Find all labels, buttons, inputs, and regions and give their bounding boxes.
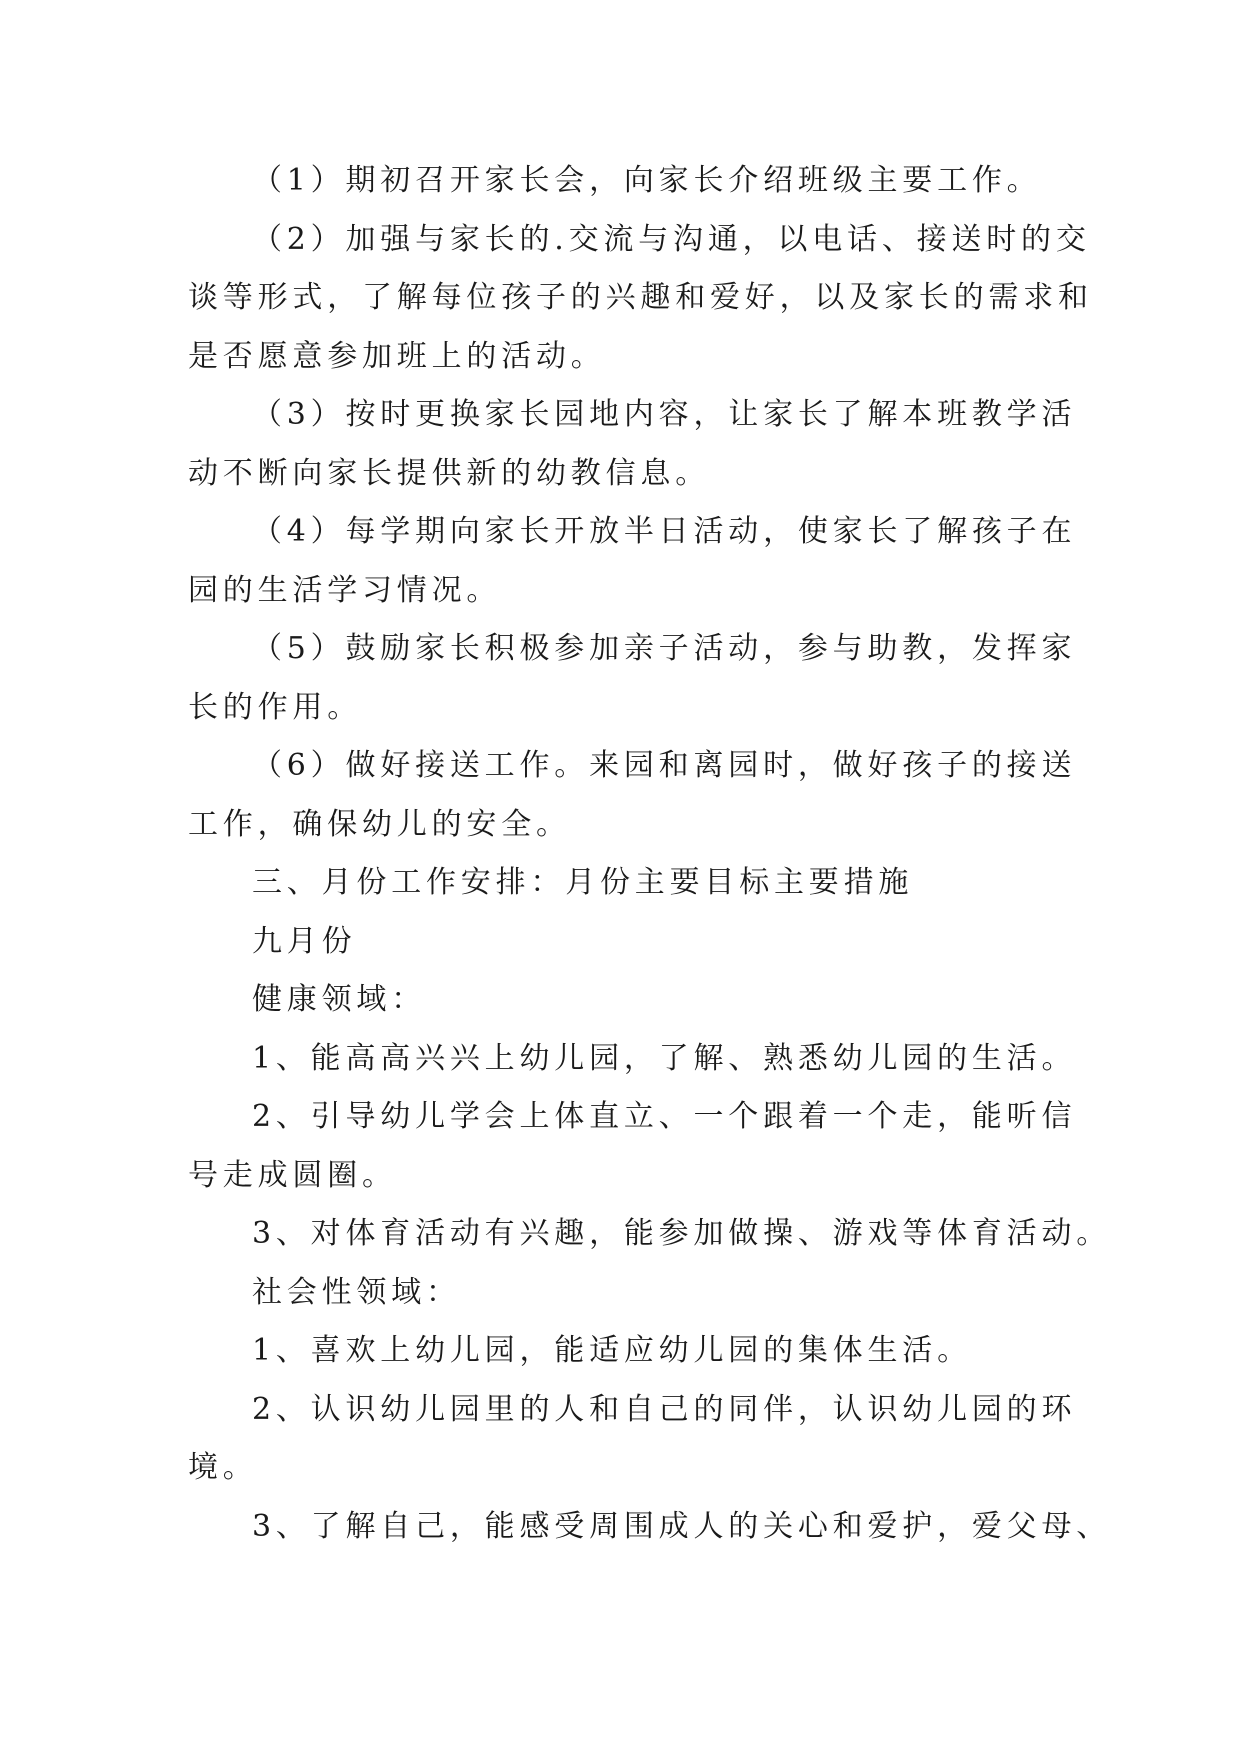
paragraph-line: 2、引导幼儿学会上体直立、一个跟着一个走，能听信 (252, 1099, 1077, 1134)
paragraph-line: 境。 (188, 1450, 258, 1485)
paragraph-line: （2）加强与家长的.交流与沟通，以电话、接送时的交 (252, 221, 1091, 257)
section-heading: 三、月份工作安排：月份主要目标主要措施 (252, 865, 914, 900)
paragraph-line: （5）鼓励家长积极参加亲子活动，参与助教，发挥家 (252, 631, 1077, 666)
paragraph-line: 谈等形式，了解每位孩子的兴趣和爱好，以及家长的需求和 (188, 280, 1093, 315)
month-heading: 九月份 (252, 923, 357, 959)
paragraph-line: 工作，确保幼儿的安全。 (188, 806, 571, 842)
paragraph-line: （3）按时更换家长园地内容，让家长了解本班教学活 (252, 397, 1077, 432)
domain-heading: 社会性领域： (252, 1274, 461, 1310)
paragraph-line: 1、喜欢上幼儿园，能适应幼儿园的集体生活。 (252, 1333, 972, 1368)
paragraph-line: 长的作用。 (188, 689, 362, 725)
paragraph-line: 2、认识幼儿园里的人和自己的同伴，认识幼儿园的环 (252, 1391, 1077, 1427)
paragraph-line: 3、对体育活动有兴趣，能参加做操、游戏等体育活动。 (252, 1216, 1112, 1251)
paragraph-line: 是否愿意参加班上的活动。 (188, 338, 606, 374)
paragraph-line: （1）期初召开家长会，向家长介绍班级主要工作。 (252, 163, 1042, 198)
paragraph-line: （6）做好接送工作。来园和离园时，做好孩子的接送 (252, 748, 1077, 783)
paragraph-line: 3、了解自己，能感受周围成人的关心和爱护，爱父母、 (252, 1508, 1112, 1544)
paragraph-line: 园的生活学习情况。 (188, 572, 502, 608)
paragraph-line: 1、能高高兴兴上幼儿园，了解、熟悉幼儿园的生活。 (252, 1040, 1077, 1076)
paragraph-line: （4）每学期向家长开放半日活动，使家长了解孩子在 (252, 514, 1077, 549)
document-body (188, 152, 1112, 1556)
paragraph-line: 动不断向家长提供新的幼教信息。 (188, 455, 710, 491)
paragraph-line: 号走成圆圈。 (188, 1157, 397, 1193)
domain-heading: 健康领域： (252, 982, 426, 1017)
